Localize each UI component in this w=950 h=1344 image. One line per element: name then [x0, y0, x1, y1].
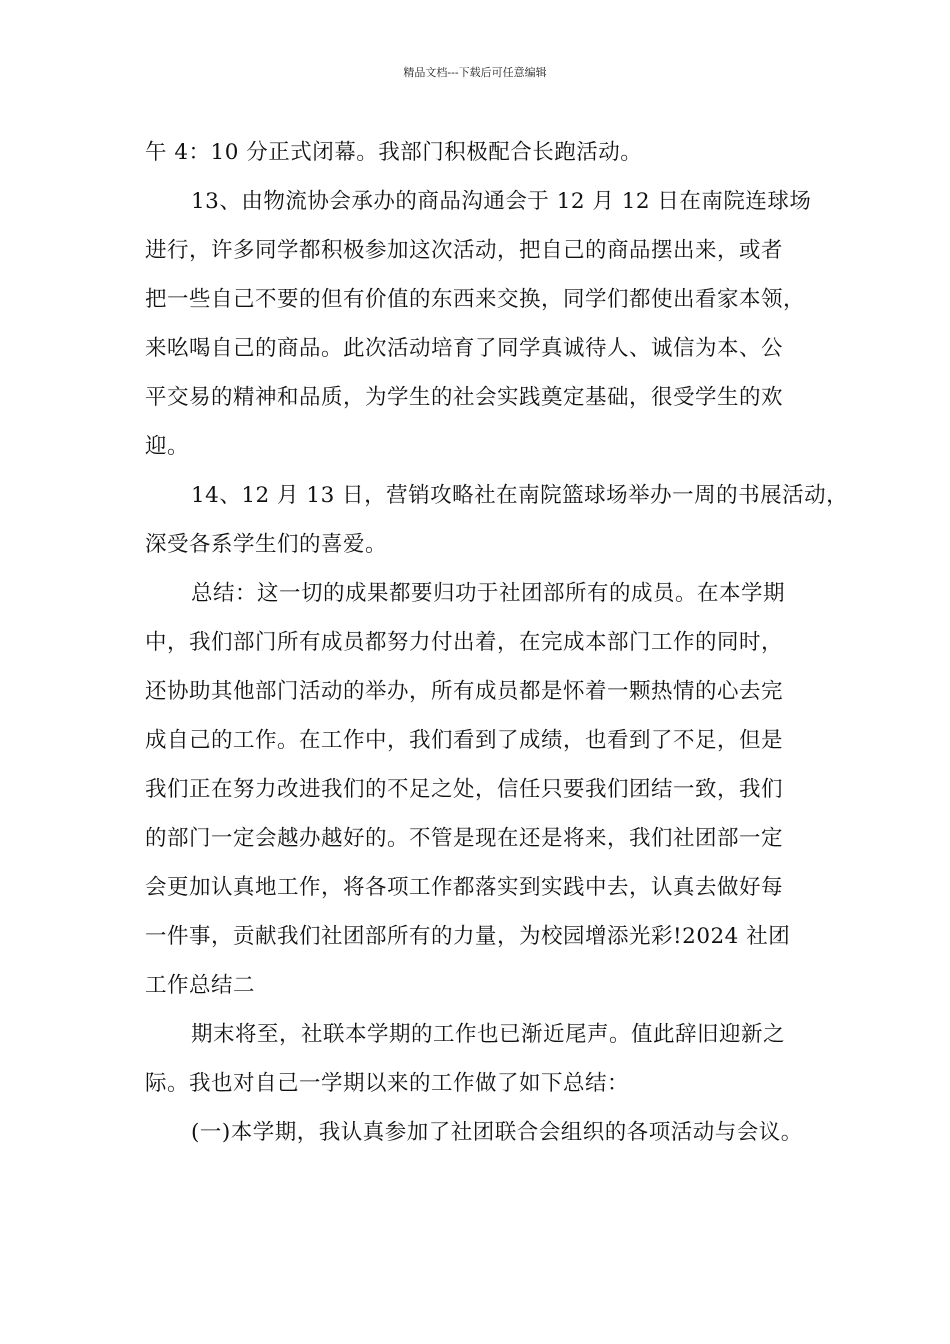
text-line: 午 4：10 分正式闭幕。我部门积极配合长跑活动。: [145, 140, 643, 165]
text-line: (一)本学期，我认真参加了社团联合会组织的各项活动与会议。: [191, 1120, 803, 1145]
text-line: 期末将至，社联本学期的工作也已渐近尾声。值此辞旧迎新之: [191, 1022, 786, 1047]
paragraph: [145, 1010, 825, 1108]
text-line: 总结：这一切的成果都要归功于社团部所有的成员。在本学期: [191, 581, 786, 606]
text-line: 际。我也对自己一学期以来的工作做了如下总结：: [145, 1071, 630, 1096]
text-line: 中，我们部门所有成员都努力付出着，在完成本部门工作的同时，: [145, 630, 784, 655]
text-line: 迎。: [145, 434, 190, 459]
paragraph: [145, 128, 825, 177]
page-header: 精品文档---下载后可任意编辑: [403, 66, 547, 79]
text-line: 进行，许多同学都积极参加这次活动，把自己的商品摆出来，或者: [145, 238, 784, 263]
text-line: 一件事，贡献我们社团部所有的力量，为校园增添光彩!2024 社团: [145, 924, 791, 949]
text-line: 14、12 月 13 日，营销攻略社在南院篮球场举办一周的书展活动，: [191, 483, 849, 508]
document-body: [145, 128, 849, 1157]
text-line: 把一些自己不要的但有价值的东西来交换，同学们都使出看家本领，: [145, 287, 806, 312]
text-line: 13、由物流协会承办的商品沟通会于 12 月 12 日在南院连球场: [191, 189, 812, 214]
text-line: 平交易的精神和品质，为学生的社会实践奠定基础，很受学生的欢: [145, 385, 784, 410]
text-line: 深受各系学生们的喜爱。: [145, 532, 388, 557]
text-line: 来吆喝自己的商品。此次活动培育了同学真诚待人、诚信为本、公: [145, 336, 784, 361]
paragraph: [145, 177, 825, 471]
text-line: 会更加认真地工作，将各项工作都落实到实践中去，认真去做好每: [145, 875, 784, 900]
paragraph: [145, 569, 825, 1010]
text-line: 的部门一定会越办越好的。不管是现在还是将来，我们社团部一定: [145, 826, 784, 851]
text-line: 工作总结二: [145, 973, 256, 998]
paragraph: [145, 471, 849, 569]
text-line: 我们正在努力改进我们的不足之处，信任只要我们团结一致，我们: [145, 777, 784, 802]
text-line: 成自己的工作。在工作中，我们看到了成绩，也看到了不足，但是: [145, 728, 784, 753]
paragraph: [145, 1108, 825, 1157]
text-line: 还协助其他部门活动的举办，所有成员都是怀着一颗热情的心去完: [145, 679, 784, 704]
